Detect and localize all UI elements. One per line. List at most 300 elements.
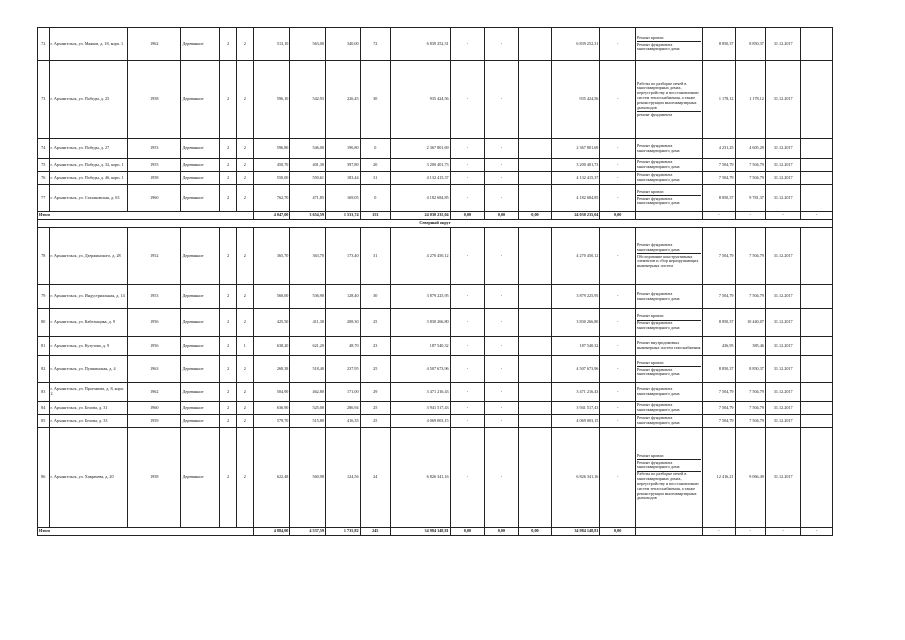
owners-funds-cell: 4 132 415,37 bbox=[552, 172, 600, 185]
year-cell: 1956 bbox=[128, 337, 181, 356]
works-sum bbox=[636, 528, 703, 536]
entrances-cell: 2 bbox=[236, 185, 253, 212]
work-type: ремонт фундамента bbox=[637, 111, 673, 117]
unit-cost-cell: 7 504,79 bbox=[703, 159, 735, 172]
total-cost-sum: 34 984 148,81 bbox=[390, 528, 450, 536]
work-type: Работы по разборке печей в многоквартирных домах, переустройству и восстановлению систем теплоснабжения, а также реконструкции многоквартирных дымоходов bbox=[637, 471, 699, 501]
regional-budget-cell: - bbox=[485, 356, 519, 383]
owners-funds-cell: 4 069 003,15 bbox=[552, 415, 600, 428]
unit-cost-cell: 4 231,25 bbox=[703, 139, 735, 159]
year-cell: 1960 bbox=[128, 185, 181, 212]
floors-cell: 2 bbox=[220, 159, 237, 172]
total-cost-cell: 3 471 216,43 bbox=[390, 383, 450, 402]
owned-area-cell: 169,05 bbox=[325, 185, 360, 212]
max-unit-cost-cell: 8 850,37 bbox=[735, 356, 765, 383]
owners-funds-cell: 3 471 216,43 bbox=[552, 383, 600, 402]
other-funds-sum: 0,00 bbox=[600, 528, 636, 536]
completion-date-cell: 31.12.2017 bbox=[765, 61, 801, 139]
empty-cell bbox=[518, 61, 552, 139]
regional-budget-cell: - bbox=[485, 228, 519, 285]
table-row bbox=[38, 428, 833, 528]
max-unit-cost-cell: 8 850,37 bbox=[735, 28, 765, 61]
total-area-cell: 596,10 bbox=[253, 61, 290, 139]
total-cost-cell: 3 941 517,43 bbox=[390, 402, 450, 415]
table-row bbox=[38, 61, 833, 139]
extra-cell bbox=[801, 172, 833, 185]
unit-cost-cell: 7 504,79 bbox=[703, 285, 735, 309]
work-type: Ремонт фундамента многоквартирного дома bbox=[637, 159, 680, 169]
unit-cost-cell: 7 504,79 bbox=[703, 172, 735, 185]
extra-cell bbox=[801, 139, 833, 159]
completion-date-cell: 31.12.2017 bbox=[765, 356, 801, 383]
living-area-cell: 550,61 bbox=[290, 172, 326, 185]
max-unit-cost-cell: 1 178,12 bbox=[735, 61, 765, 139]
wall-material-cell: Деревянное bbox=[181, 28, 220, 61]
regional-budget-cell: - bbox=[485, 61, 519, 139]
unit-cost-cell: 8 850,37 bbox=[703, 28, 735, 61]
unit-cost-cell: 8 850,37 bbox=[703, 356, 735, 383]
total-area-cell: 596,80 bbox=[253, 139, 290, 159]
extra-cell bbox=[801, 402, 833, 415]
table-row bbox=[38, 228, 833, 285]
owned-area-cell: 124,56 bbox=[325, 428, 360, 528]
unit-cost-cell: 7 504,79 bbox=[703, 415, 735, 428]
max-unit-cost-cell: 7 504,79 bbox=[735, 402, 765, 415]
row-number: 84 bbox=[38, 402, 50, 415]
table-row bbox=[38, 139, 833, 159]
completion-date-cell: 31.12.2017 bbox=[765, 285, 801, 309]
row-number: 82 bbox=[38, 356, 50, 383]
living-area-cell: 525,00 bbox=[290, 402, 326, 415]
residents-cell: 30 bbox=[360, 61, 390, 139]
works-cell bbox=[636, 383, 703, 402]
totals-row bbox=[38, 212, 833, 220]
regional-budget-sum: 0,00 bbox=[485, 212, 519, 220]
row-number: 76 bbox=[38, 172, 50, 185]
row-number: 75 bbox=[38, 159, 50, 172]
works-cell bbox=[636, 285, 703, 309]
owned-area-cell: 173,40 bbox=[325, 228, 360, 285]
regional-budget-cell: - bbox=[485, 402, 519, 415]
max-unit-cost-cell: 4 605,29 bbox=[735, 139, 765, 159]
owners-funds-cell: 3 879 225,95 bbox=[552, 285, 600, 309]
living-area-cell: 560,98 bbox=[290, 428, 326, 528]
living-area-sum: 3 654,59 bbox=[290, 212, 326, 220]
living-area-cell: 401,30 bbox=[290, 159, 326, 172]
work-type: Ремонт фундамента многоквартирного дома bbox=[637, 386, 680, 396]
works-cell bbox=[636, 309, 703, 337]
other-funds-cell: - bbox=[600, 356, 636, 383]
other-funds-cell: - bbox=[600, 185, 636, 212]
owned-area-cell: 286,94 bbox=[325, 402, 360, 415]
entrances-cell: 2 bbox=[236, 159, 253, 172]
regional-budget-cell: - bbox=[485, 285, 519, 309]
year-cell: 1962 bbox=[128, 383, 181, 402]
residents-cell: 24 bbox=[360, 428, 390, 528]
residents-sum: 153 bbox=[360, 212, 390, 220]
totals-label: Итого bbox=[38, 212, 254, 220]
regional-budget-cell: - bbox=[485, 309, 519, 337]
local-budget-sum: 0,00 bbox=[518, 528, 552, 536]
completion-date-cell: 31.12.2017 bbox=[765, 172, 801, 185]
total-cost-cell: 6 826 341,16 bbox=[390, 428, 450, 528]
total-area-cell: 365,70 bbox=[253, 228, 290, 285]
floors-cell: 2 bbox=[220, 309, 237, 337]
owned-area-cell: 397,80 bbox=[325, 159, 360, 172]
unit-cost-cell: 7 504,79 bbox=[703, 402, 735, 415]
entrances-cell: 2 bbox=[236, 28, 253, 61]
extra-cell bbox=[801, 309, 833, 337]
regional-budget-cell: - bbox=[485, 428, 519, 528]
address-cell: г. Архангельск, ул. Хаврачева, д. 20 bbox=[49, 428, 128, 528]
floors-cell: 2 bbox=[220, 337, 237, 356]
extra-cell bbox=[801, 228, 833, 285]
extra-cell bbox=[801, 159, 833, 172]
completion-date-cell: 31.12.2017 bbox=[765, 228, 801, 285]
works-sum bbox=[636, 212, 703, 220]
unit-cost-cell: 7 504,79 bbox=[703, 383, 735, 402]
row-number: 77 bbox=[38, 185, 50, 212]
year-cell: 1958 bbox=[128, 61, 181, 139]
year-cell: 1952 bbox=[128, 228, 181, 285]
living-area-cell: 536,90 bbox=[290, 285, 326, 309]
works-cell bbox=[636, 185, 703, 212]
address-cell: г. Архангельск, ул. Победы, д. 25 bbox=[49, 61, 128, 139]
section-title: Северный округ bbox=[38, 220, 833, 228]
residents-cell: 25 bbox=[360, 356, 390, 383]
work-type: Работы по разборке печей в многоквартирных домах, переустройству и восстановлению систем теплоснабжения, а также реконструкции многоквартирных дымоходов bbox=[637, 81, 701, 112]
completion-date-cell: 31.12.2017 bbox=[765, 139, 801, 159]
local-budget-sum: 0,00 bbox=[518, 212, 552, 220]
living-area-cell: 563,00 bbox=[290, 28, 326, 61]
total-cost-cell: 3 879 225,95 bbox=[390, 285, 450, 309]
works-cell bbox=[636, 159, 703, 172]
table-row bbox=[38, 356, 833, 383]
total-area-sum: 4 047,00 bbox=[253, 212, 290, 220]
empty-cell bbox=[518, 402, 552, 415]
owners-funds-cell: 3 941 517,43 bbox=[552, 402, 600, 415]
owned-area-cell: 128,40 bbox=[325, 285, 360, 309]
work-type: Ремонт фундамента многоквартирного дома bbox=[637, 366, 680, 377]
year-cell: 1962 bbox=[128, 28, 181, 61]
regional-budget-cell: - bbox=[485, 415, 519, 428]
wall-material-cell: Деревянное bbox=[181, 356, 220, 383]
extra-cell bbox=[801, 415, 833, 428]
work-type: Ремонт фундамента многоквартирного дома bbox=[637, 460, 701, 472]
capital-repair-register-table bbox=[37, 27, 833, 536]
table-row bbox=[38, 159, 833, 172]
owned-area-sum: 1 533,74 bbox=[325, 212, 360, 220]
total-area-sum: 4 884,00 bbox=[253, 528, 290, 536]
wall-material-cell: Деревянное bbox=[181, 185, 220, 212]
floors-cell: 2 bbox=[220, 383, 237, 402]
wall-material-cell: Деревянное bbox=[181, 159, 220, 172]
wall-material-cell: Деревянное bbox=[181, 415, 220, 428]
address-cell: г. Архангельск, ул. Кутузова, д. 9 bbox=[49, 337, 128, 356]
living-area-cell: 363,70 bbox=[290, 228, 326, 285]
owned-area-cell: 183,44 bbox=[325, 172, 360, 185]
total-area-cell: 762,70 bbox=[253, 185, 290, 212]
work-type: Ремонт фундамента многоквартирного дома bbox=[637, 142, 680, 153]
row-number: 79 bbox=[38, 285, 50, 309]
residents-cell: 31 bbox=[360, 228, 390, 285]
max-unit-cost-cell: 10 440,07 bbox=[735, 309, 765, 337]
empty-cell bbox=[518, 185, 552, 212]
federal-fund-cell: - bbox=[450, 139, 485, 159]
total-area-cell: 513,10 bbox=[253, 28, 290, 61]
floors-cell: 2 bbox=[220, 185, 237, 212]
other-funds-cell: - bbox=[600, 383, 636, 402]
extra-cell bbox=[801, 185, 833, 212]
living-area-cell: 515,80 bbox=[290, 415, 326, 428]
owned-area-sum: 1 735,82 bbox=[325, 528, 360, 536]
total-cost-cell: 3 200 401,73 bbox=[390, 159, 450, 172]
extra-cell bbox=[801, 428, 833, 528]
address-cell: г. Архангельск, ул. Дзержинского, д. 28 bbox=[49, 228, 128, 285]
residents-cell: 20 bbox=[360, 159, 390, 172]
table-row bbox=[38, 383, 833, 402]
other-funds-cell: - bbox=[600, 228, 636, 285]
year-cell: 1960 bbox=[128, 402, 181, 415]
completion-date-cell: 31.12.2017 bbox=[765, 337, 801, 356]
total-area-cell: 638,20 bbox=[253, 337, 290, 356]
residents-cell: 31 bbox=[360, 172, 390, 185]
max-unit-cost-cell: 7 504,79 bbox=[735, 415, 765, 428]
max-unit-cost-cell: 7 504,79 bbox=[735, 159, 765, 172]
total-area-cell: 425,50 bbox=[253, 309, 290, 337]
address-cell: г. Архангельск, ул. Победы, д. 27 bbox=[49, 139, 128, 159]
federal-fund-sum: 0,00 bbox=[450, 528, 485, 536]
completion-date-cell: 31.12.2017 bbox=[765, 28, 801, 61]
regional-budget-cell: - bbox=[485, 159, 519, 172]
regional-budget-cell: - bbox=[485, 172, 519, 185]
max-unit-cost-cell: 7 504,79 bbox=[735, 383, 765, 402]
wall-material-cell: Деревянное bbox=[181, 428, 220, 528]
work-type: Обследование конструктивных элементов и сбор неразрушающих инженерных систем bbox=[637, 253, 699, 269]
completion-date-cell: 31.12.2017 bbox=[765, 402, 801, 415]
work-type: Ремонт кровли bbox=[637, 35, 701, 42]
total-area-cell: 450,70 bbox=[253, 159, 290, 172]
address-cell: г. Архангельск, ул. Индустриальная, д. 14 bbox=[49, 285, 128, 309]
empty-cell bbox=[518, 309, 552, 337]
empty-cell bbox=[518, 356, 552, 383]
total-area-cell: 550,00 bbox=[253, 172, 290, 185]
address-cell: г. Архангельск, ул. Белова, д. 33 bbox=[49, 415, 128, 428]
wall-material-cell: Деревянное bbox=[181, 309, 220, 337]
total-area-cell: 636,90 bbox=[253, 402, 290, 415]
entrances-cell: 2 bbox=[236, 172, 253, 185]
owners-funds-sum: 24 030 235,04 bbox=[552, 212, 600, 220]
owned-area-cell: 340,00 bbox=[325, 28, 360, 61]
address-cell: г. Архангельск, ул. Кабельщика, д. 9 bbox=[49, 309, 128, 337]
residents-cell: 0 bbox=[360, 185, 390, 212]
regional-budget-cell: - bbox=[485, 337, 519, 356]
total-area-cell: 560,00 bbox=[253, 285, 290, 309]
unit-cost-cell: 8 850,37 bbox=[703, 185, 735, 212]
max-unit-cost-cell: 7 504,79 bbox=[735, 285, 765, 309]
table-row bbox=[38, 415, 833, 428]
table-row bbox=[38, 309, 833, 337]
unit-cost-cell: 1 178,12 bbox=[703, 61, 735, 139]
entrances-cell: 1 bbox=[236, 337, 253, 356]
extra-sum: - bbox=[801, 528, 833, 536]
owners-funds-cell: 4 182 684,85 bbox=[552, 185, 600, 212]
total-cost-cell: 4 507 673,96 bbox=[390, 356, 450, 383]
extra-cell bbox=[801, 61, 833, 139]
total-cost-cell: 4 182 684,85 bbox=[390, 185, 450, 212]
total-area-cell: 622,48 bbox=[253, 428, 290, 528]
federal-fund-cell: - bbox=[450, 337, 485, 356]
regional-budget-cell: - bbox=[485, 185, 519, 212]
unit-cost-cell: 7 504,79 bbox=[703, 228, 735, 285]
extra-cell bbox=[801, 285, 833, 309]
floors-cell: 2 bbox=[220, 402, 237, 415]
total-cost-cell: 935 424,56 bbox=[390, 61, 450, 139]
year-cell: 1958 bbox=[128, 172, 181, 185]
federal-fund-cell: - bbox=[450, 285, 485, 309]
federal-fund-cell: - bbox=[450, 356, 485, 383]
work-type: Ремонт фундамента многоквартирного дома bbox=[637, 242, 701, 254]
empty-cell bbox=[518, 139, 552, 159]
federal-fund-cell: - bbox=[450, 159, 485, 172]
total-area-cell: 504,90 bbox=[253, 383, 290, 402]
year-cell: 1958 bbox=[128, 428, 181, 528]
address-cell: г. Архангельск, ул. Проезжова, д. 8, корп. 2 bbox=[49, 383, 128, 402]
owners-funds-cell: 6 839 252,31 bbox=[552, 28, 600, 61]
federal-fund-cell: - bbox=[450, 228, 485, 285]
residents-cell: 23 bbox=[360, 337, 390, 356]
date-sum: - bbox=[765, 212, 801, 220]
entrances-cell: 2 bbox=[236, 383, 253, 402]
total-cost-cell: 187 540,32 bbox=[390, 337, 450, 356]
row-number: 80 bbox=[38, 309, 50, 337]
entrances-cell: 2 bbox=[236, 402, 253, 415]
table-row bbox=[38, 28, 833, 61]
total-cost-cell: 6 839 252,31 bbox=[390, 28, 450, 61]
floors-cell: 2 bbox=[220, 228, 237, 285]
unit-cost-cell: 436,95 bbox=[703, 337, 735, 356]
residents-cell: 30 bbox=[360, 285, 390, 309]
federal-fund-cell: - bbox=[450, 61, 485, 139]
wall-material-cell: Деревянное bbox=[181, 337, 220, 356]
owned-area-cell: 416,35 bbox=[325, 415, 360, 428]
other-funds-cell: - bbox=[600, 309, 636, 337]
owned-area-cell: 48,70 bbox=[325, 337, 360, 356]
work-type: Ремонт кровли bbox=[637, 314, 701, 321]
wall-material-cell: Деревянное bbox=[181, 172, 220, 185]
work-type: Ремонт внутридомовых инженерных систем газоснабжения bbox=[637, 340, 701, 350]
other-funds-cell: - bbox=[600, 28, 636, 61]
row-number: 78 bbox=[38, 228, 50, 285]
federal-fund-cell: - bbox=[450, 383, 485, 402]
federal-fund-cell: - bbox=[450, 428, 485, 528]
completion-date-cell: 31.12.2017 bbox=[765, 428, 801, 528]
totals-row bbox=[38, 528, 833, 536]
owned-area-cell: 196,80 bbox=[325, 139, 360, 159]
wall-material-cell: Деревянное bbox=[181, 383, 220, 402]
table-row bbox=[38, 172, 833, 185]
total-cost-cell: 3 830 266,80 bbox=[390, 309, 450, 337]
entrances-cell: 2 bbox=[236, 356, 253, 383]
extra-cell bbox=[801, 28, 833, 61]
federal-fund-cell: - bbox=[450, 415, 485, 428]
living-area-cell: 411,30 bbox=[290, 309, 326, 337]
year-cell: 1963 bbox=[128, 356, 181, 383]
wall-material-cell: Деревянное bbox=[181, 228, 220, 285]
empty-cell bbox=[518, 228, 552, 285]
owners-funds-cell: 2 367 801,69 bbox=[552, 139, 600, 159]
other-funds-cell: - bbox=[600, 139, 636, 159]
residents-cell: 25 bbox=[360, 309, 390, 337]
federal-fund-cell: - bbox=[450, 28, 485, 61]
works-cell bbox=[636, 428, 703, 528]
other-funds-sum: 0,00 bbox=[600, 212, 636, 220]
works-cell bbox=[636, 337, 703, 356]
row-number: 83 bbox=[38, 383, 50, 402]
entrances-cell: 2 bbox=[236, 415, 253, 428]
owners-funds-cell: 3 830 266,80 bbox=[552, 309, 600, 337]
regional-budget-cell: - bbox=[485, 383, 519, 402]
owners-funds-cell: 3 200 401,73 bbox=[552, 159, 600, 172]
total-cost-sum: 24 030 235,04 bbox=[390, 212, 450, 220]
works-cell bbox=[636, 228, 703, 285]
empty-cell bbox=[518, 337, 552, 356]
residents-cell: 25 bbox=[360, 415, 390, 428]
entrances-cell: 2 bbox=[236, 139, 253, 159]
federal-fund-sum: 0,00 bbox=[450, 212, 485, 220]
owned-area-cell: 237,95 bbox=[325, 356, 360, 383]
living-area-cell: 518,40 bbox=[290, 356, 326, 383]
completion-date-cell: 31.12.2017 bbox=[765, 185, 801, 212]
unit-cost-sum: - bbox=[703, 528, 735, 536]
owners-funds-cell: 4 270 450,12 bbox=[552, 228, 600, 285]
work-type: Ремонт фундамента многоквартирного дома bbox=[637, 41, 680, 52]
federal-fund-cell: - bbox=[450, 172, 485, 185]
empty-cell bbox=[518, 383, 552, 402]
row-number: 81 bbox=[38, 337, 50, 356]
owners-funds-cell: 4 507 673,96 bbox=[552, 356, 600, 383]
other-funds-cell: - bbox=[600, 172, 636, 185]
floors-cell: 2 bbox=[220, 61, 237, 139]
address-cell: г. Архангельск, ул. Победы, д. 46, корп. 1 bbox=[49, 172, 128, 185]
living-area-cell: 542,93 bbox=[290, 61, 326, 139]
other-funds-cell: - bbox=[600, 428, 636, 528]
empty-cell bbox=[518, 159, 552, 172]
row-number: 72 bbox=[38, 28, 50, 61]
owners-funds-sum: 34 984 148,81 bbox=[552, 528, 600, 536]
unit-cost-sum: - bbox=[703, 212, 735, 220]
entrances-cell: 2 bbox=[236, 228, 253, 285]
table-row bbox=[38, 337, 833, 356]
residents-sum: 245 bbox=[360, 528, 390, 536]
extra-cell bbox=[801, 383, 833, 402]
work-type: Ремонт фундамента многоквартирного дома bbox=[637, 195, 680, 206]
completion-date-cell: 31.12.2017 bbox=[765, 415, 801, 428]
wall-material-cell: Деревянное bbox=[181, 61, 220, 139]
row-number: 73 bbox=[38, 61, 50, 139]
section-header-row bbox=[38, 220, 833, 228]
row-number: 85 bbox=[38, 415, 50, 428]
works-cell bbox=[636, 139, 703, 159]
owned-area-cell: 226,45 bbox=[325, 61, 360, 139]
address-cell: г. Архангельск, ул. Белова, д. 31 bbox=[49, 402, 128, 415]
floors-cell: 2 bbox=[220, 356, 237, 383]
year-cell: 1956 bbox=[128, 309, 181, 337]
total-cost-cell: 4 132 415,37 bbox=[390, 172, 450, 185]
row-number: 74 bbox=[38, 139, 50, 159]
totals-label: Итого bbox=[38, 528, 254, 536]
owned-area-cell: 171,00 bbox=[325, 383, 360, 402]
